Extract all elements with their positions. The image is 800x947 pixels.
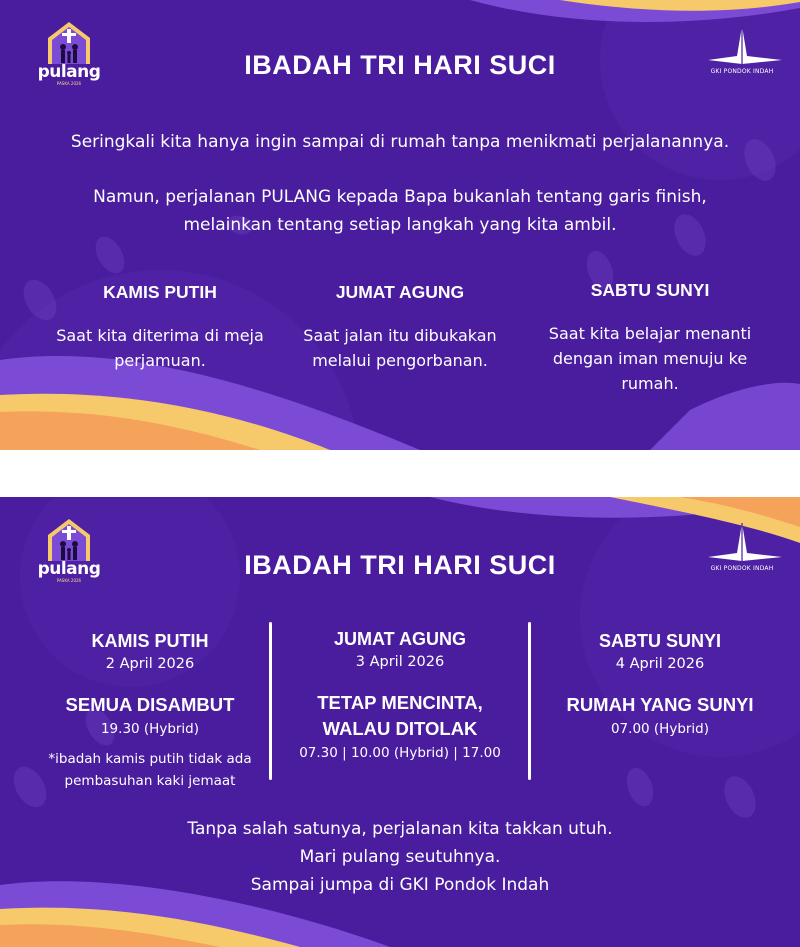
column-jumat-agung <box>280 282 520 373</box>
column-text-line: Saat kita belajar menanti <box>548 324 752 343</box>
info-card-schedule <box>0 497 800 947</box>
info-card-intro <box>0 0 800 450</box>
day-heading: SABTU SUNYI <box>598 631 721 651</box>
service-note: *ibadah kamis putih tidak ada <box>48 751 252 767</box>
page-title: IBADAH TRI HARI SUCI <box>244 50 556 80</box>
column-heading: KAMIS PUTIH <box>103 282 217 302</box>
day-heading: KAMIS PUTIH <box>91 631 209 651</box>
gki-logo-text: GKI PONDOK INDAH <box>710 565 774 572</box>
service-theme: SEMUA DISAMBUT <box>65 694 235 715</box>
pulang-logo-text: pulang <box>37 559 101 579</box>
service-time: 07.30 | 10.00 (Hybrid) | 17.00 <box>299 745 501 761</box>
service-theme: TETAP MENCINTA, <box>317 692 483 713</box>
service-theme: RUMAH YANG SUNYI <box>566 694 754 715</box>
pulang-logo-subtext: PASKA 2026 <box>56 81 82 86</box>
column-kamis-putih <box>30 282 290 373</box>
column-divider <box>528 622 531 780</box>
schedule-sabtu-sunyi <box>535 630 785 740</box>
day-date: 4 April 2026 <box>615 656 705 672</box>
column-text-line: Saat kita diterima di meja <box>56 326 264 345</box>
closing-line-1: Tanpa salah satunya, perjalanan kita takkan utuh. <box>187 819 613 839</box>
column-divider <box>269 622 272 780</box>
pulang-logo-subtext: PASKA 2026 <box>56 578 82 583</box>
closing-line-3: Sampai jumpa di GKI Pondok Indah <box>250 875 550 895</box>
service-time: 19.30 (Hybrid) <box>100 721 200 737</box>
intro-paragraph-2b: melainkan tentang setiap langkah yang kita ambil. <box>183 215 617 235</box>
service-time: 07.00 (Hybrid) <box>610 721 710 737</box>
column-text-line: perjamuan. <box>114 351 206 370</box>
gki-logo-text: GKI PONDOK INDAH <box>710 68 774 75</box>
column-text-line: dengan iman menuju ke <box>552 349 748 368</box>
pulang-logo-text: pulang <box>37 62 101 82</box>
service-theme: WALAU DITOLAK <box>322 718 478 739</box>
schedule-jumat-agung <box>275 628 525 764</box>
day-date: 3 April 2026 <box>355 654 445 670</box>
service-note: pembasuhan kaki jemaat <box>64 773 236 789</box>
intro-paragraph-2a: Namun, perjalanan PULANG kepada Bapa bukanlah tentang garis finish, <box>93 187 707 207</box>
schedule-kamis-putih <box>20 630 280 792</box>
column-text-line: rumah. <box>621 374 679 393</box>
column-text-line: melalui pengorbanan. <box>312 351 488 370</box>
day-date: 2 April 2026 <box>105 656 195 672</box>
page-title: IBADAH TRI HARI SUCI <box>244 550 556 580</box>
closing-line-2: Mari pulang seutuhnya. <box>299 847 501 867</box>
column-heading: SABTU SUNYI <box>590 280 710 300</box>
column-text-line: Saat jalan itu dibukakan <box>303 326 497 345</box>
column-heading: JUMAT AGUNG <box>335 282 465 302</box>
column-sabtu-sunyi <box>520 280 780 396</box>
day-heading: JUMAT AGUNG <box>334 629 466 649</box>
intro-paragraph-1: Seringkali kita hanya ingin sampai di rumah tanpa menikmati perjalanannya. <box>70 132 730 152</box>
